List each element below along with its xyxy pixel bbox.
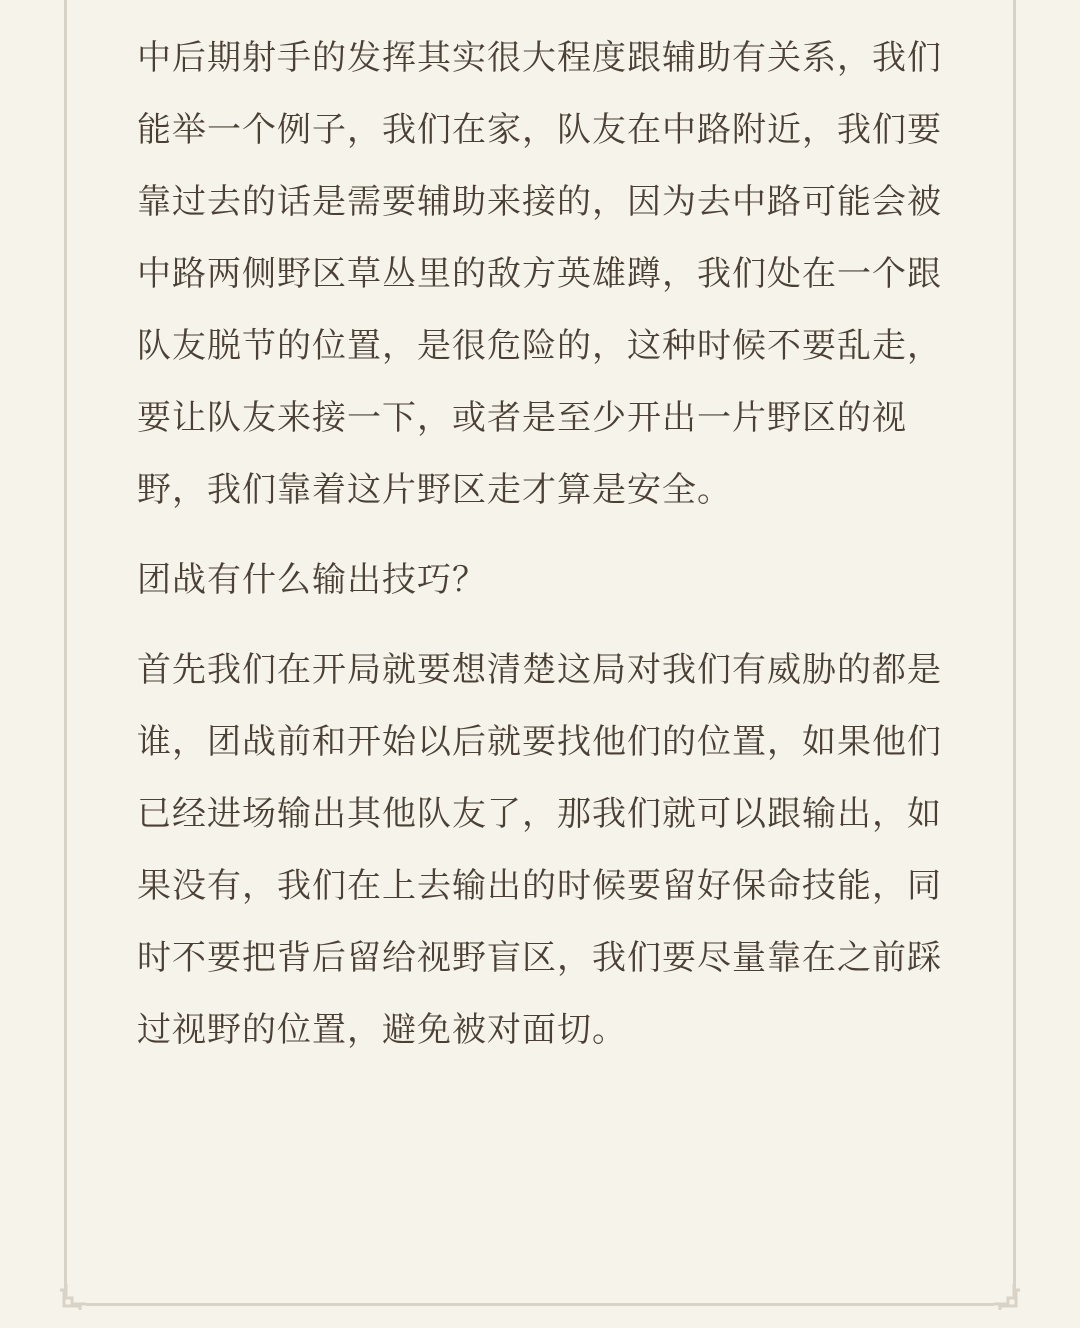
article-body bbox=[137, 22, 952, 1084]
section-question-heading: 团战有什么输出技巧？ bbox=[137, 560, 487, 600]
frame-corner-ornament-bottom-left bbox=[60, 1284, 86, 1310]
paragraph-support-explanation: 中后期射手的发挥其实很大程度跟辅助有关系，我们能举一个例子，我们在家，队友在中路附近，我们要靠过去的话是需要辅助来接的，因为去中路可能会被中路两侧野区草丛里的敌方英雄蹲，我们处在一个跟队友脱节的位置，是很危险的，这种时候不要乱走，要让队友来接一下，或者是至少开出一片野区的视野，我们靠着这片野区走才算是安全。 bbox=[137, 38, 942, 510]
frame-right-border bbox=[1013, 0, 1016, 1290]
paragraph-teamfight-tips: 首先我们在开局就要想清楚这局对我们有威胁的都是谁，团战前和开始以后就要找他们的位置，如果他们已经进场输出其他队友了，那我们就可以跟输出，如果没有，我们在上去输出的时候要留好保命技能，同时不要把背后留给视野盲区，我们要尽量靠在之前踩过视野的位置，避免被对面切。 bbox=[137, 650, 942, 1050]
frame-corner-ornament-bottom-right bbox=[994, 1284, 1020, 1310]
frame-bottom-border bbox=[86, 1303, 994, 1306]
frame-left-border bbox=[64, 0, 67, 1290]
